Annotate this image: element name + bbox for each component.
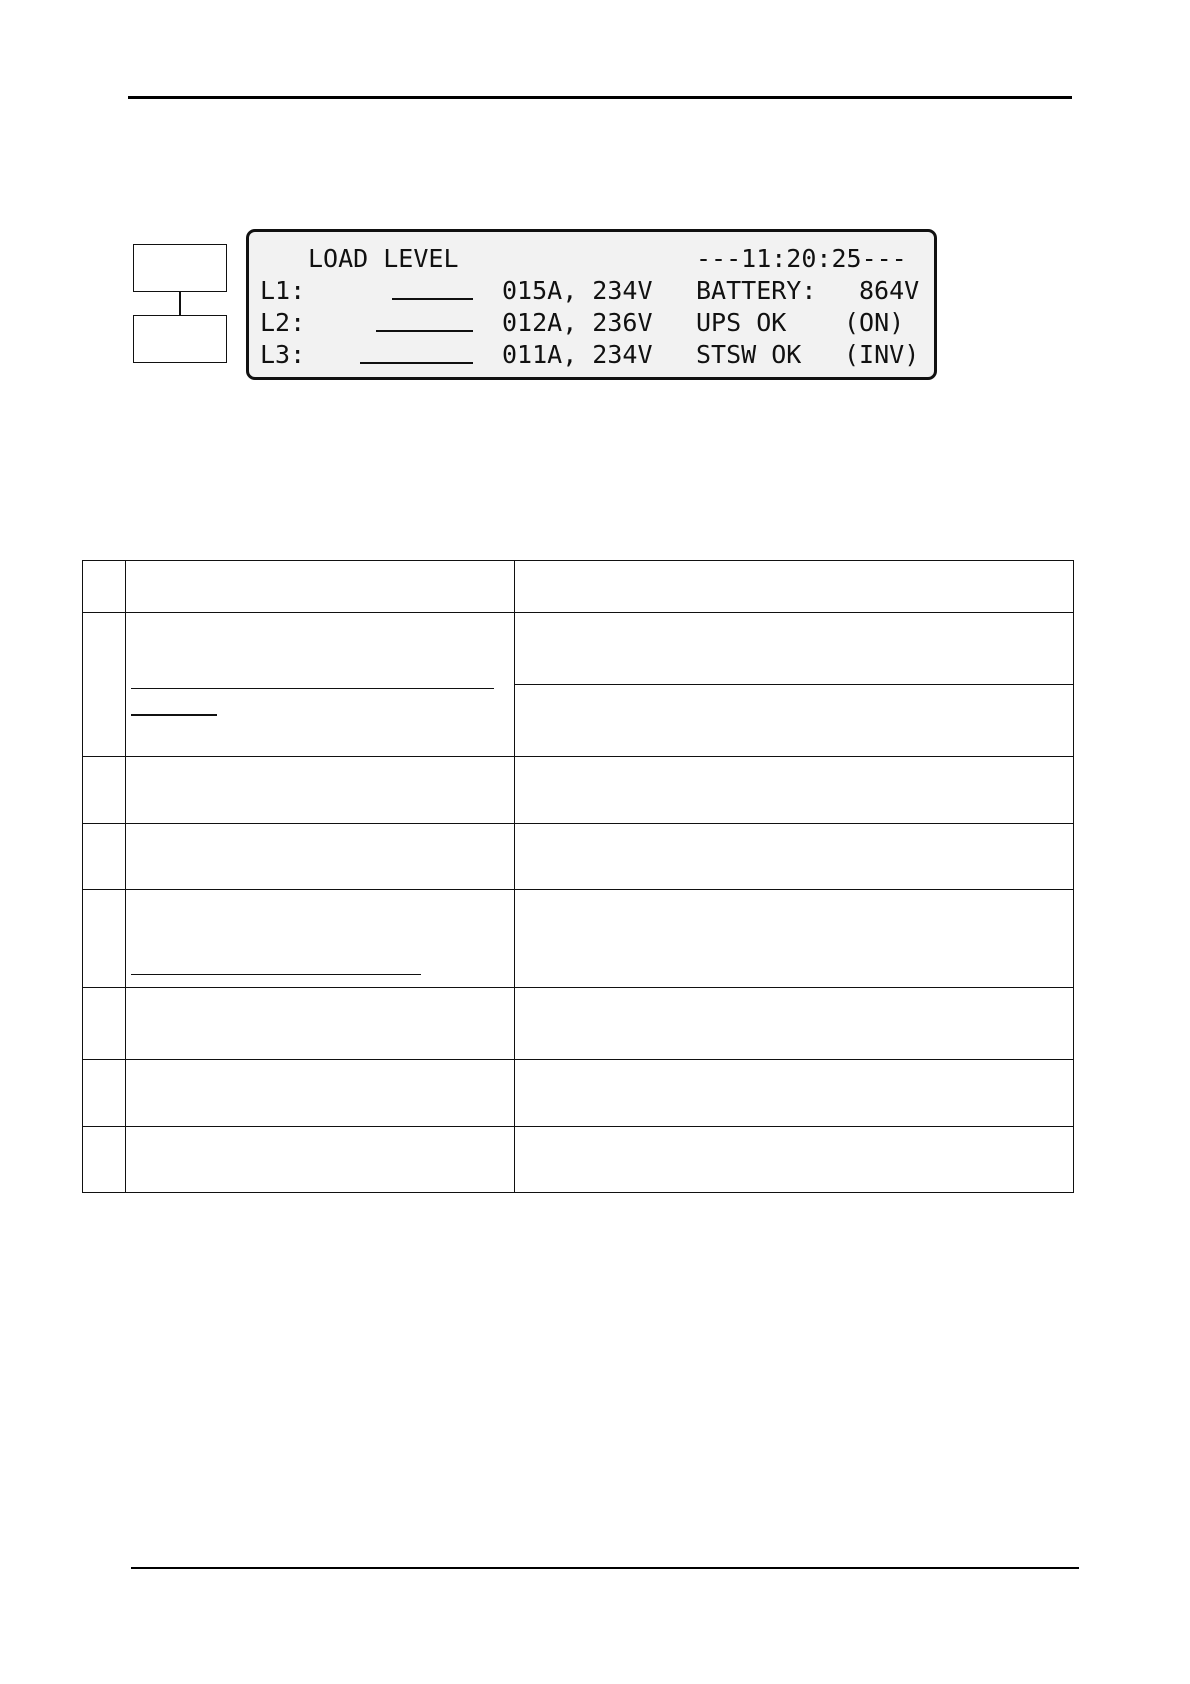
table-border-right [1073, 560, 1074, 1193]
load-bar-l1 [392, 298, 473, 300]
load-bar-l3 [360, 362, 473, 364]
table-row-line [82, 823, 1074, 824]
cell-underline [131, 688, 494, 689]
cell-underline [131, 714, 217, 716]
header-rule [128, 96, 1072, 99]
lcd-status-label-battery: BATTERY: [696, 276, 817, 305]
menu-connector [179, 292, 181, 315]
lcd-ups-state: (ON) [844, 308, 905, 337]
table-border-top [82, 560, 1074, 561]
lcd-reading-l1: 015A, 234V [502, 276, 653, 305]
lcd-phase-l3: L3: [260, 340, 306, 369]
table-col-divider-1 [125, 560, 126, 1193]
description-table [82, 560, 1074, 1193]
lcd-reading-l2: 012A, 236V [502, 308, 653, 337]
footer-rule [131, 1567, 1079, 1569]
lcd-display [246, 229, 937, 380]
table-row-line [82, 756, 1074, 757]
cell-underline [131, 974, 421, 975]
load-bar-l2 [376, 330, 473, 332]
table-row-line [82, 1126, 1074, 1127]
lcd-title: LOAD LEVEL [308, 244, 459, 273]
lcd-reading-l3: 011A, 234V [502, 340, 653, 369]
table-col-divider-2 [514, 560, 515, 1193]
table-row-line [82, 612, 1074, 613]
lcd-stsw-state: (INV) [844, 340, 920, 369]
table-row-line [82, 1059, 1074, 1060]
menu-box-lower [133, 315, 227, 363]
lcd-time: ---11:20:25--- [696, 244, 907, 273]
table-row-line [82, 987, 1074, 988]
table-row-line [82, 889, 1074, 890]
menu-box-upper [133, 244, 227, 292]
lcd-phase-l1: L1: [260, 276, 306, 305]
lcd-status-label-stsw: STSW OK [696, 340, 802, 369]
lcd-status-label-ups: UPS OK [696, 308, 787, 337]
lcd-phase-l2: L2: [260, 308, 306, 337]
lcd-battery-voltage: 864V [859, 276, 920, 305]
table-subrow-line [514, 684, 1074, 685]
table-border-bottom [82, 1192, 1074, 1193]
table-border-left [82, 560, 83, 1193]
